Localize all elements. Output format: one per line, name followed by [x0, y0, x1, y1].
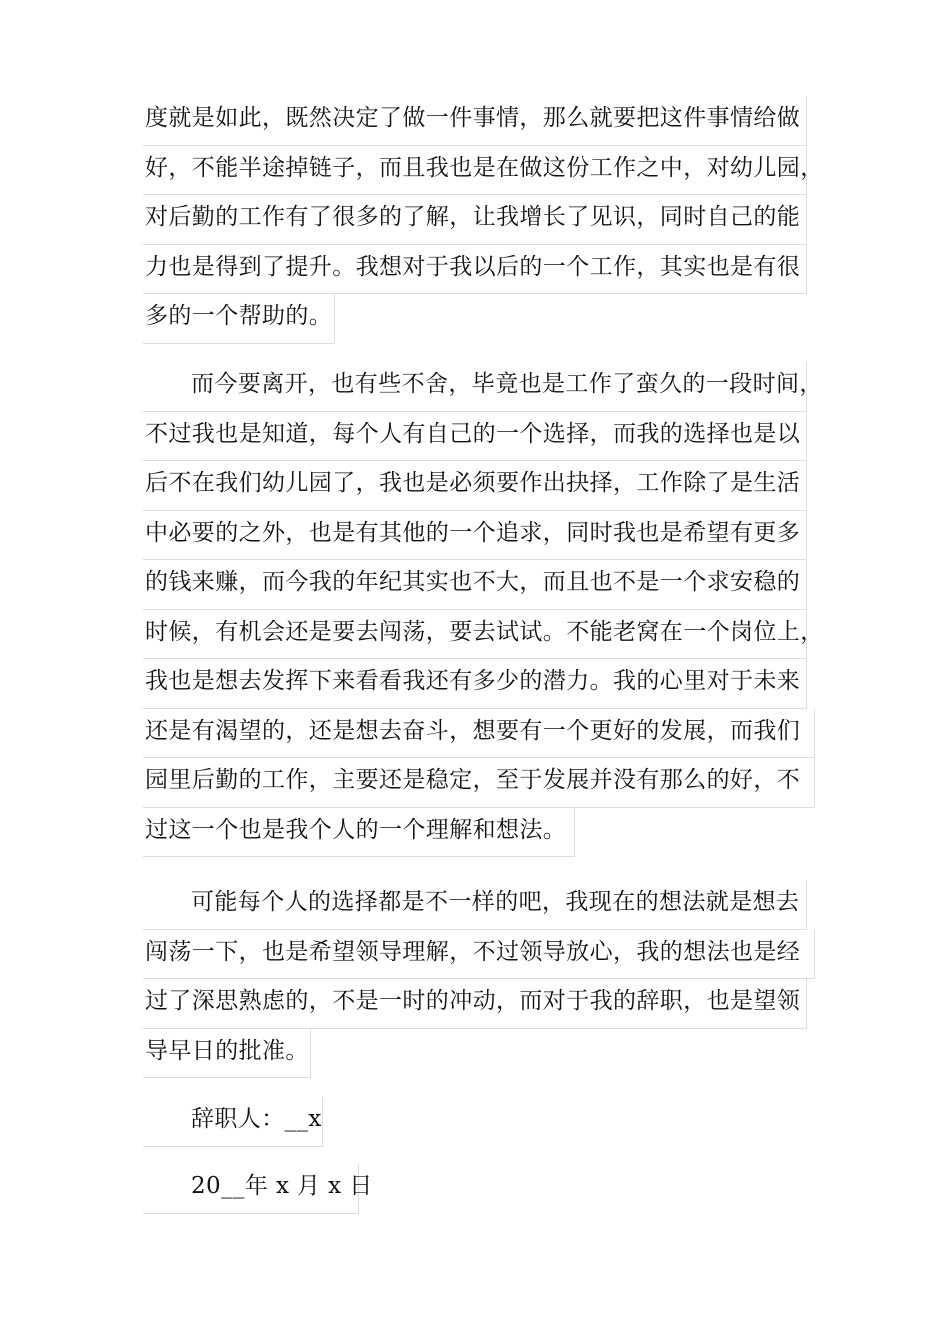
text-line: 过了深思熟虑的，不是一时的冲动，而对于我的辞职，也是望领 [143, 979, 807, 1029]
text-line: 时候，有机会还是要去闯荡，要去试试。不能老窝在一个岗位上， [143, 610, 807, 660]
text-line: 导早日的批准。 [143, 1029, 311, 1079]
text-line: 闯荡一下，也是希望领导理解，不过领导放心，我的想法也是经 [143, 930, 815, 980]
text-line: 的钱来赚，而今我的年纪其实也不大，而且也不是一个求安稳的 [143, 560, 807, 610]
signature-line: 辞职人：__x [143, 1097, 323, 1147]
text-line: 而今要离开，也有些不舍，毕竟也是工作了蛮久的一段时间， [143, 362, 807, 412]
text-line: 中必要的之外，也是有其他的一个追求，同时我也是希望有更多 [143, 511, 807, 561]
text-line: 可能每个人的选择都是不一样的吧，我现在的想法就是想去 [143, 880, 807, 930]
text-line: 不过我也是知道，每个人有自己的一个选择，而我的选择也是以 [143, 412, 807, 462]
text-line: 多的一个帮助的。 [143, 294, 335, 344]
signature-block [143, 1097, 823, 1147]
text-line: 度就是如此，既然决定了做一件事情，那么就要把这件事情给做 [143, 96, 807, 146]
text-line: 力也是得到了提升。我想对于我以后的一个工作，其实也是有很 [143, 245, 807, 295]
paragraph-3 [143, 880, 823, 1078]
text-line: 我也是想去发挥下来看看我还有多少的潜力。我的心里对于未来 [143, 659, 807, 709]
text-line: 过这一个也是我个人的一个理解和想法。 [143, 808, 575, 858]
text-line: 园里后勤的工作，主要还是稳定，至于发展并没有那么的好，不 [143, 758, 815, 808]
text-line: 对后勤的工作有了很多的了解，让我增长了见识，同时自己的能 [143, 195, 807, 245]
text-line: 后不在我们幼儿园了，我也是必须要作出抉择，工作除了是生活 [143, 461, 807, 511]
paragraph-2 [143, 362, 823, 857]
date-line: 20__年 x 月 x 日 [143, 1164, 359, 1214]
text-line: 还是有渴望的，还是想去奋斗，想要有一个更好的发展，而我们 [143, 709, 815, 759]
date-block [143, 1164, 823, 1214]
text-line: 好，不能半途掉链子，而且我也是在做这份工作之中，对幼儿园， [143, 146, 807, 196]
paragraph-1 [143, 96, 823, 344]
